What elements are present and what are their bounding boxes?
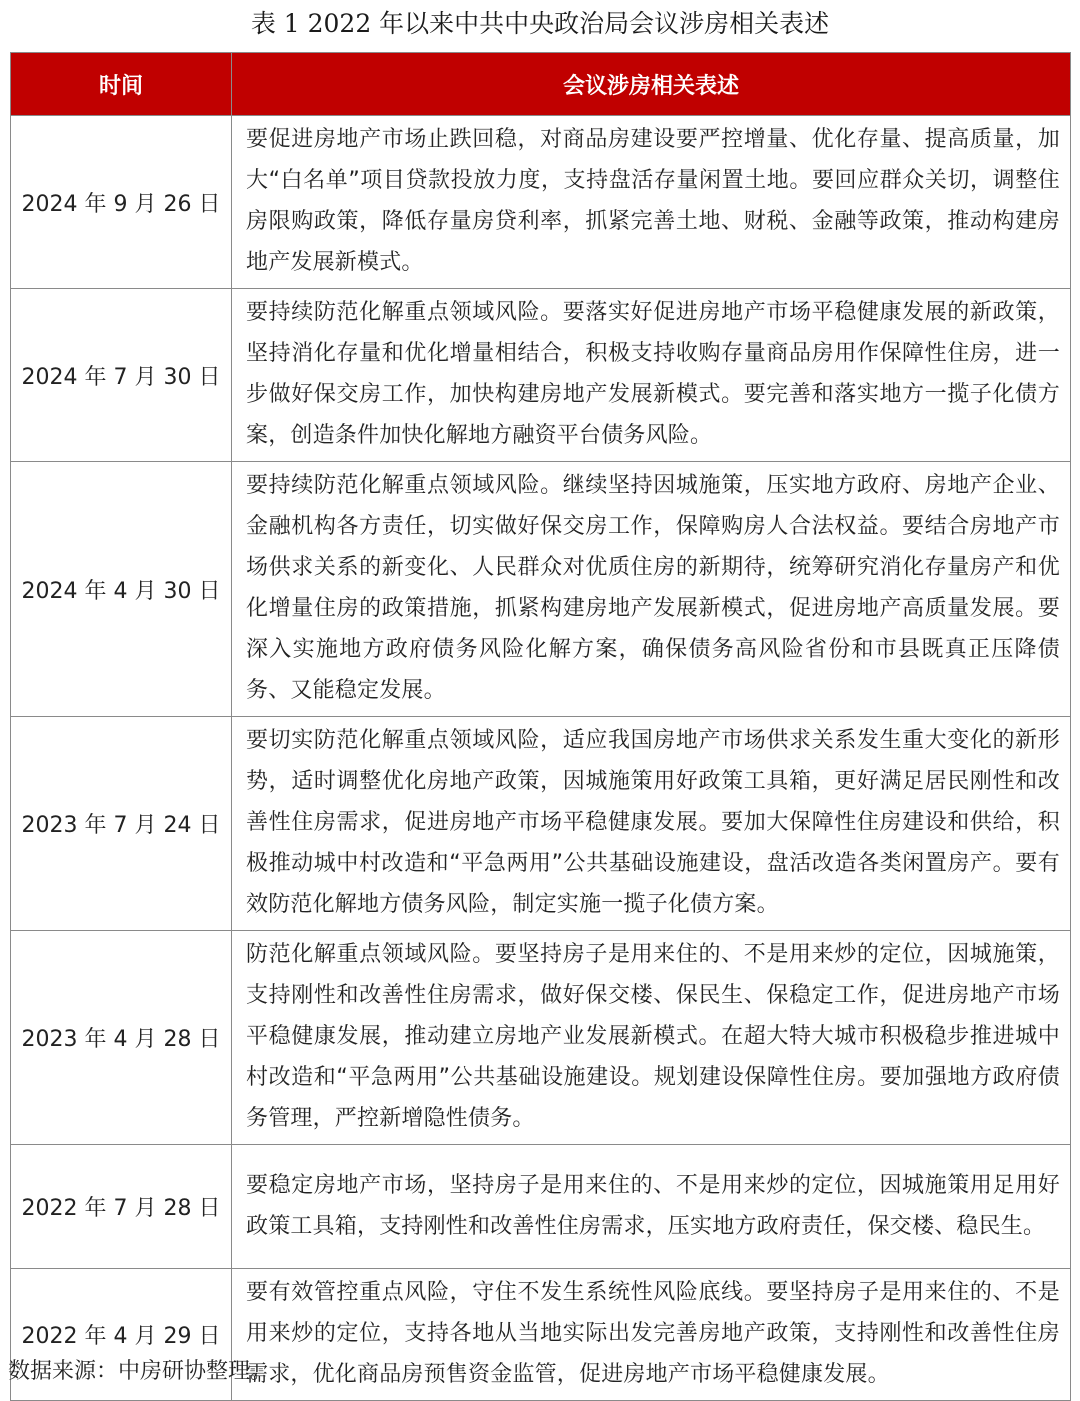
row-statement: 要切实防范化解重点领域风险，适应我国房地产市场供求关系发生重大变化的新形势，适时调整优化房地产政策，因城施策用好政策工具箱，更好满足居民刚性和改善性住房需求，促进房地产市场平稳健康发展。要加大保障性住房建设和供给，积极推动城中村改造和“平急两用”公共基础设施建设，盘活改造各类闲置房产。要有效防范化解地方债务风险，制定实施一揽子化债方案。	[232, 717, 1071, 931]
row-statement: 防范化解重点领域风险。要坚持房子是用来住的、不是用来炒的定位，因城施策，支持刚性和改善性住房需求，做好保交楼、保民生、保稳定工作，促进房地产市场平稳健康发展，推动建立房地产业发展新模式。在超大特大城市积极稳步推进城中村改造和“平急两用”公共基础设施建设。规划建设保障性住房。要加强地方政府债务管理，严控新增隐性债务。	[232, 931, 1071, 1145]
policy-table	[10, 52, 1071, 1401]
table-row	[11, 116, 1071, 289]
table-row	[11, 717, 1071, 931]
row-date: 2024 年 7 月 30 日	[11, 289, 232, 462]
row-date: 2023 年 4 月 28 日	[11, 931, 232, 1145]
row-date: 2024 年 9 月 26 日	[11, 116, 232, 289]
row-statement: 要稳定房地产市场，坚持房子是用来住的、不是用来炒的定位，因城施策用足用好政策工具箱，支持刚性和改善性住房需求，压实地方政府责任，保交楼、稳民生。	[232, 1145, 1071, 1269]
row-statement: 要有效管控重点风险，守住不发生系统性风险底线。要坚持房子是用来住的、不是用来炒的定位，支持各地从当地实际出发完善房地产政策，支持刚性和改善性住房需求，优化商品房预售资金监管，促进房地产市场平稳健康发展。	[232, 1269, 1071, 1401]
row-date: 2022 年 4 月 29 日	[11, 1269, 232, 1401]
table-title: 表 1 2022 年以来中共中央政治局会议涉房相关表述	[250, 9, 830, 38]
table-row	[11, 931, 1071, 1145]
row-statement: 要促进房地产市场止跌回稳，对商品房建设要严控增量、优化存量、提高质量，加大“白名单”项目贷款投放力度，支持盘活存量闲置土地。要回应群众关切，调整住房限购政策，降低存量房贷利率，抓紧完善土地、财税、金融等政策，推动构建房地产发展新模式。	[232, 116, 1071, 289]
table-row	[11, 462, 1071, 717]
row-statement: 要持续防范化解重点领域风险。继续坚持因城施策，压实地方政府、房地产企业、金融机构各方责任，切实做好保交房工作，保障购房人合法权益。要结合房地产市场供求关系的新变化、人民群众对优质住房的新期待，统筹研究消化存量房产和优化增量住房的政策措施，抓紧构建房地产发展新模式，促进房地产高质量发展。要深入实施地方政府债务风险化解方案，确保债务高风险省份和市县既真正压降债务、又能稳定发展。	[232, 462, 1071, 717]
table-header-row	[11, 53, 1071, 116]
header-statement: 会议涉房相关表述	[232, 53, 1071, 116]
row-date: 2022 年 7 月 28 日	[11, 1145, 232, 1269]
data-source-note: 数据来源：中房研协整理。	[8, 1359, 273, 1384]
policy-table-container	[10, 52, 1070, 1401]
row-date: 2023 年 7 月 24 日	[11, 717, 232, 931]
row-date: 2024 年 4 月 30 日	[11, 462, 232, 717]
table-row	[11, 1145, 1071, 1269]
table-row	[11, 289, 1071, 462]
row-statement: 要持续防范化解重点领域风险。要落实好促进房地产市场平稳健康发展的新政策，坚持消化存量和优化增量相结合，积极支持收购存量商品房用作保障性住房，进一步做好保交房工作，加快构建房地产发展新模式。要完善和落实地方一揽子化债方案，创造条件加快化解地方融资平台债务风险。	[232, 289, 1071, 462]
header-time: 时间	[11, 53, 232, 116]
